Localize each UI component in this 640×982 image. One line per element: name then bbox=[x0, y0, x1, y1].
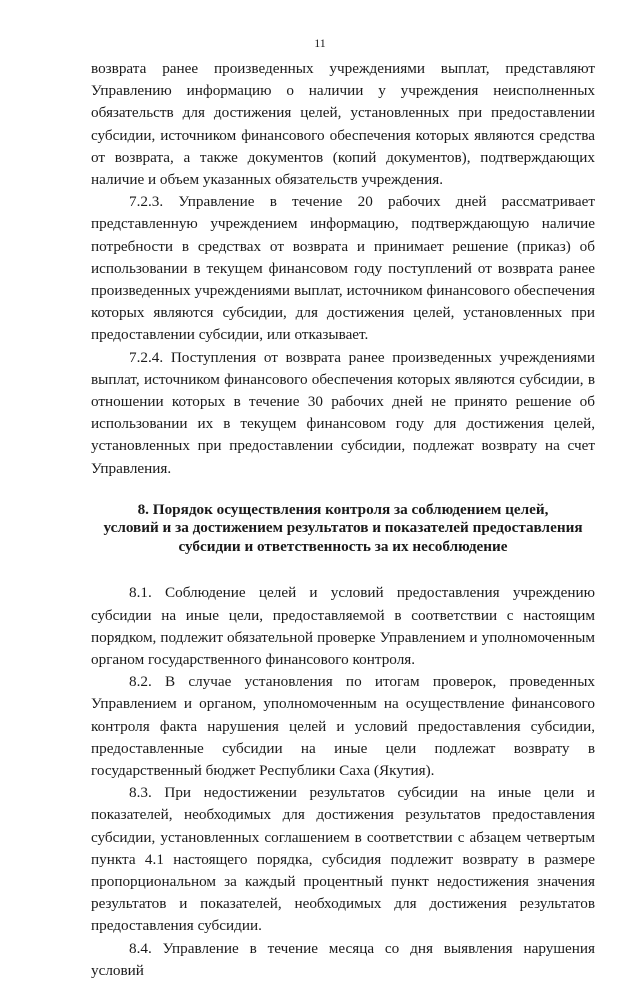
page-number: 11 bbox=[314, 36, 326, 50]
paragraph-8-3: 8.3. При недостижении результатов субсидии на иные цели и показателей, необходимых для достижения результатов предоставления субсидии, установленных соглашением в соответствии с абзацем четвертым пункта 4.1 настоящего порядка, субсидия подлежит возврату в размере пропорциональном за каждый процентный пункт недостижения значения результатов и показателей, необходимых для достижения результатов предоставления субсидии. bbox=[91, 784, 595, 935]
paragraph-8-4: 8.4. Управление в течение месяца со дня выявления нарушения условий bbox=[91, 939, 595, 979]
section-heading bbox=[91, 501, 595, 557]
paragraph-7-2-3: 7.2.3. Управление в течение 20 рабочих дней рассматривает представленную учреждением информацию, подтверждающую наличие потребности в средствах от возврата и принимает решение (приказ) об использовании в текущем финансовом году поступлений от возврата ранее произведенных учреждениями выплат, источником финансового обеспечения которых являются субсидии, для достижения целей, установленных при предоставлении субсидии, или отказывает. bbox=[91, 193, 595, 344]
section-heading-line: 8. Порядок осуществления контроля за соблюдением целей, bbox=[137, 500, 549, 518]
paragraph-7-2-4: 7.2.4. Поступления от возврата ранее произведенных учреждениями выплат, источником финансового обеспечения которых являются субсидии, в отношении которых в течение 30 рабочих дней не принято решение об использовании их в текущем финансовом году для достижения целей, установленных при предоставлении субсидии, подлежат возврату на счет Управления. bbox=[91, 348, 595, 477]
section-heading-line: субсидии и ответственность за их несоблюдение bbox=[178, 537, 508, 555]
section-heading-line: условий и за достижением результатов и показателей предоставления bbox=[103, 519, 583, 537]
paragraph-8-2: 8.2. В случае установления по итогам проверок, проведенных Управлением и органом, уполномоченным на осуществление финансового контроля факта нарушения целей и условий предоставления субсидии, предоставленные субсидии на иные цели подлежат возврату в государственный бюджет Республики Саха (Якутия). bbox=[91, 673, 595, 779]
paragraph-continued: возврата ранее произведенных учреждениями выплат, представляют Управлению информацию о наличии у учреждения неисполненных обязательств для достижения целей, установленных при предоставлении субсидии, источником финансового обеспечения которых являются средства от возврата, а также документов (копий документов), подтверждающих наличие и объем указанных обязательств учреждения. bbox=[91, 60, 595, 189]
paragraph-8-1: 8.1. Соблюдение целей и условий предоставления учреждению субсидии на иные цели, предоставляемой в соответствии с настоящим порядком, подлежит обязательной проверке Управлением и уполномоченным органом государственного финансового контроля. bbox=[91, 584, 595, 668]
document-body bbox=[91, 58, 595, 982]
